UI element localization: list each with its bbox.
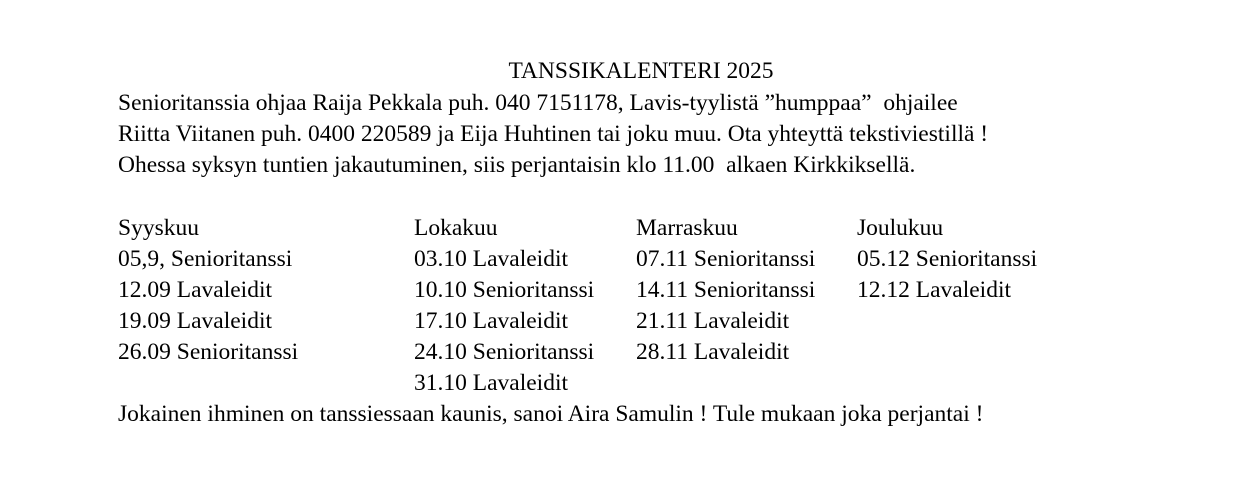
intro-line-3: Ohessa syksyn tuntien jakautuminen, siis perjantaisin klo 11.00 alkaen Kirkkiksellä. [118,152,916,178]
schedule-entry: 12.09 Lavaleidit [118,277,273,303]
schedule-entry: 26.09 Senioritanssi [118,339,299,365]
month-column-october [414,213,594,399]
schedule-entry: 07.11 Senioritanssi [636,246,816,272]
month-column-november [636,213,815,368]
schedule-entry: 14.11 Senioritanssi [636,277,816,303]
footer-quote: Jokainen ihminen on tanssiessaan kaunis, sanoi Aira Samulin ! Tule mukaan joka perjantai ! [118,401,984,427]
schedule-entry: 05,9, Senioritanssi [118,246,293,272]
month-heading: Joulukuu [857,215,944,241]
month-column-december [857,213,1037,306]
schedule-entry: 31.10 Lavaleidit [414,370,569,396]
schedule-entry: 21.11 Lavaleidit [636,308,790,334]
schedule-entry: 17.10 Lavaleidit [414,308,569,334]
month-heading: Marraskuu [636,215,738,241]
schedule-entry: 05.12 Senioritanssi [857,246,1038,272]
schedule-entry: 19.09 Lavaleidit [118,308,273,334]
intro-line-2: Riitta Viitanen puh. 0400 220589 ja Eija Huhtinen tai joku muu. Ota yhteyttä tekstiviestillä ! [118,121,989,147]
intro-line-1: Senioritanssia ohjaa Raija Pekkala puh. 040 7151178, Lavis-tyylistä ”humppaa” ohjailee [118,90,958,116]
schedule-entry: 03.10 Lavaleidit [414,246,569,272]
month-heading: Lokakuu [414,215,498,241]
document-title: TANSSIKALENTERI 2025 [508,58,774,84]
schedule-entry: 10.10 Senioritanssi [414,277,595,303]
schedule-entry: 12.12 Lavaleidit [857,277,1012,303]
month-column-september [118,213,298,368]
schedule-entry: 28.11 Lavaleidit [636,339,790,365]
month-heading: Syyskuu [118,215,199,241]
schedule-entry: 24.10 Senioritanssi [414,339,595,365]
